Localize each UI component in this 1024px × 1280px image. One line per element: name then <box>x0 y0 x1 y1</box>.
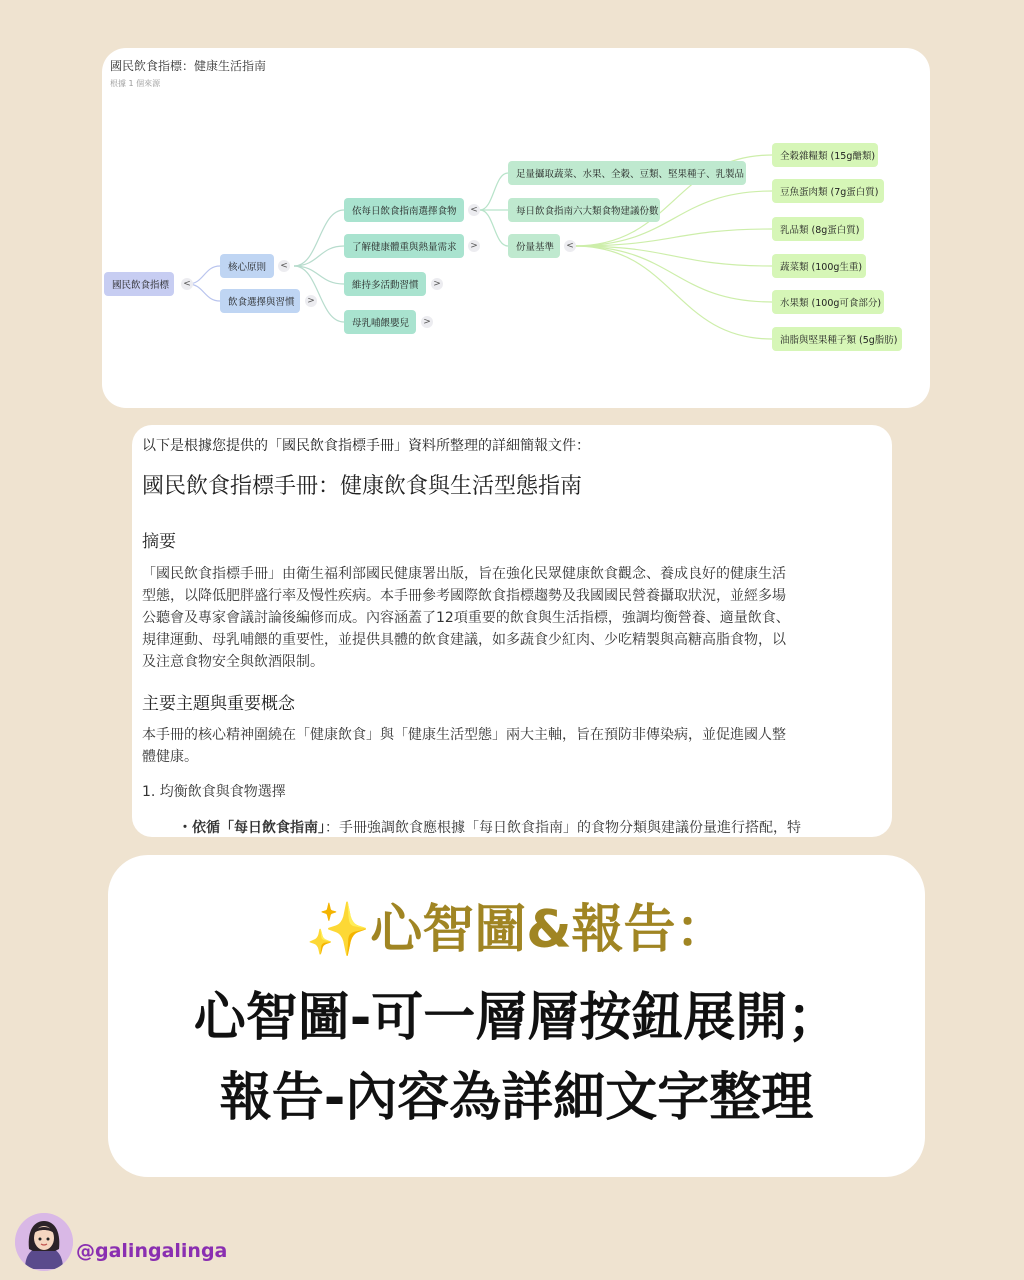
report-intro: 以下是根據您提供的「國民飲食指標手冊」資料所整理的詳細簡報文件： <box>142 438 590 454</box>
mindmap-node-active-habit[interactable]: 維持多活動習慣 <box>344 272 426 296</box>
collapse-toggle-core-principles[interactable]: < <box>278 260 290 272</box>
bullet-item <box>178 817 878 837</box>
summary-heading: 摘要 <box>142 532 176 552</box>
summary-line: 規律運動、母乳哺餵的重要性，並提供具體的飲食建議，如多蔬食少紅肉、少吃精製與高糖高脂食物，以 <box>142 632 786 648</box>
avatar <box>15 1213 73 1271</box>
report-title: 國民飲食指標手冊：健康飲食與生活型態指南 <box>142 474 583 499</box>
expand-toggle-diet-habits[interactable]: > <box>305 295 317 307</box>
author-handle[interactable]: @galingalinga <box>76 1240 228 1262</box>
mindmap-node-adequate-intake[interactable]: 足量攝取蔬菜、水果、全穀、豆類、堅果種子、乳製品 <box>508 161 746 185</box>
expand-toggle-active-habit[interactable]: > <box>431 278 443 290</box>
summary-line: 公聽會及專家會議討論後編修而成。內容涵蓋了12項重要的飲食與生活指標，強調均衡營養、適量飲食、 <box>142 610 790 626</box>
themes-heading: 主要主題與重要概念 <box>142 694 295 714</box>
mindmap-node-daily-guide[interactable]: 依每日飲食指南選擇食物 <box>344 198 464 222</box>
mindmap-node-protein[interactable]: 豆魚蛋肉類 (7g蛋白質) <box>772 179 884 203</box>
avatar-illustration-icon <box>15 1213 73 1271</box>
summary-line: 「國民飲食指標手冊」由衛生福利部國民健康署出版，旨在強化民眾健康飲食觀念、養成良好的健康生活 <box>142 566 786 582</box>
bullet-bold-text: ・依循「每日飲食指南」 <box>178 820 325 836</box>
expand-toggle-healthy-weight[interactable]: > <box>468 240 480 252</box>
mindmap-node-dairy[interactable]: 乳品類 (8g蛋白質) <box>772 217 864 241</box>
summary-line: 及注意食物安全與飲酒限制。 <box>142 654 324 670</box>
mindmap-node-oils-nuts[interactable]: 油脂與堅果種子類 (5g脂肪) <box>772 327 902 351</box>
collapse-toggle-daily-guide[interactable]: < <box>468 204 480 216</box>
mindmap-node-vegetables[interactable]: 蔬菜類 (100g生重) <box>772 254 866 278</box>
mindmap-card <box>102 48 930 408</box>
themes-line: 本手冊的核心精神圍繞在「健康飲食」與「健康生活型態」兩大主軸，旨在預防非傳染病，並促進國人整 <box>142 727 786 743</box>
report-card <box>132 425 892 837</box>
collapse-toggle-portion-basis[interactable]: < <box>564 240 576 252</box>
mindmap-title: 國民飲食指標：健康生活指南 <box>110 59 267 73</box>
headline-line-2: 心智圖-可一層層按鈕展開； <box>193 988 840 1048</box>
mindmap-node-diet-habits[interactable]: 飲食選擇與習慣 <box>220 289 300 313</box>
mindmap-node-six-food-groups[interactable]: 每日飲食指南六大類食物建議份數 <box>508 198 660 222</box>
headline-line-3: 報告-內容為詳細文字整理 <box>219 1068 814 1128</box>
mindmap-node-portion-basis[interactable]: 份量基準 <box>508 234 560 258</box>
expand-toggle-breastfeeding[interactable]: > <box>421 316 433 328</box>
headline-card <box>108 855 925 1177</box>
mindmap-node-fruits[interactable]: 水果類 (100g可食部分) <box>772 290 884 314</box>
section-heading-balanced-diet: 1. 均衡飲食與食物選擇 <box>142 784 286 800</box>
sparkle-icon: ✨ <box>305 900 371 960</box>
headline-title: 心智圖&報告： <box>370 900 728 960</box>
mindmap-source-count: 根據 1 個來源 <box>110 79 161 88</box>
mindmap-node-breastfeeding[interactable]: 母乳哺餵嬰兒 <box>344 310 416 334</box>
headline-line-1 <box>108 887 925 962</box>
mindmap-node-core-principles[interactable]: 核心原則 <box>220 254 274 278</box>
mindmap-node-root[interactable]: 國民飲食指標 <box>104 272 174 296</box>
summary-paragraph <box>142 563 872 673</box>
summary-line: 型態，以降低肥胖盛行率及慢性疾病。本手冊參考國際飲食指標趨勢及我國國民營養攝取狀況，並經多場 <box>142 588 786 604</box>
mindmap-node-healthy-weight[interactable]: 了解健康體重與熱量需求 <box>344 234 464 258</box>
mindmap-node-grains[interactable]: 全穀雜糧類 (15g醣類) <box>772 143 878 167</box>
themes-line: 體健康。 <box>142 749 198 765</box>
collapse-toggle-root[interactable]: < <box>181 278 193 290</box>
themes-paragraph <box>142 724 872 768</box>
bullet-text: ：手冊強調飲食應根據「每日飲食指南」的食物分類與建議份量進行搭配，特 <box>325 820 801 836</box>
